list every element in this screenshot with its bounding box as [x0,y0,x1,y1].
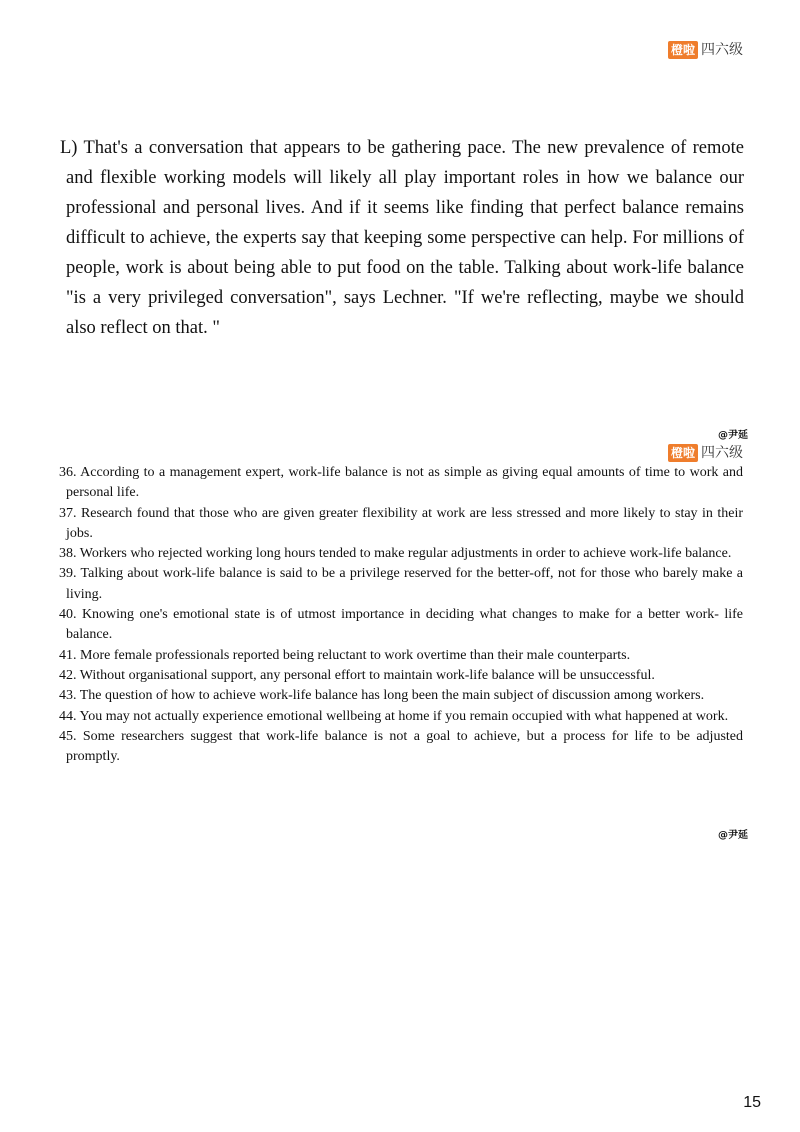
question-item: 44. You may not actually experience emotional wellbeing at home if you remain occupied with what happened at work. [59,708,729,724]
question-item: 41. More female professionals reported being reluctant to work overtime than their male counterparts. [59,647,631,663]
question-item: 38. Workers who rejected working long hours tended to make regular adjustments in order to achieve work-life balance. [59,546,732,562]
brand-logo-secondary [668,444,743,462]
brand-badge: 橙啦 [668,41,698,59]
question-item: 42. Without organisational support, any personal effort to maintain work-life balance will be unsuccessful. [59,667,655,683]
question-list [59,463,743,767]
author-watermark: @尹延 [718,430,748,441]
question-item: 39. Talking about work-life balance is said to be a privilege reserved for the better-off, not for those who barely make a living. [59,566,743,602]
author-watermark: @尹延 [718,830,748,841]
question-item: 36. According to a management expert, work-life balance is not as simple as giving equal amounts of time to work and personal life. [59,465,743,501]
question-item: 37. Research found that those who are given greater flexibility at work are less stressed and more likely to stay in their jobs. [59,505,743,541]
brand-badge: 橙啦 [668,444,698,462]
question-item: 40. Knowing one's emotional state is of utmost importance in deciding what changes to make for a better work- life balance. [59,607,743,643]
passage-text: L) That's a conversation that appears to be gathering pace. The new prevalence of remote and flexible working models will likely all play important roles in how we balance our professional and personal lives. And if it seems like finding that perfect balance remains difficult to achieve, the experts say that keeping some perspective can help. For millions of people, work is about being able to put food on the table. Talking about work-life balance "is a very privileged conversation", says Lechner. "If we're reflecting, maybe we should also reflect on that. " [60,138,744,338]
brand-text: 四六级 [701,445,744,461]
question-item: 43. The question of how to achieve work-life balance has long been the main subject of discussion among workers. [59,688,705,704]
question-item: 45. Some researchers suggest that work-life balance is not a goal to achieve, but a process for life to be adjusted promptly. [59,728,743,765]
passage-paragraph-l [60,133,744,343]
brand-text: 四六级 [701,42,744,58]
brand-logo [668,41,743,59]
page-number: 15 [743,1094,761,1111]
